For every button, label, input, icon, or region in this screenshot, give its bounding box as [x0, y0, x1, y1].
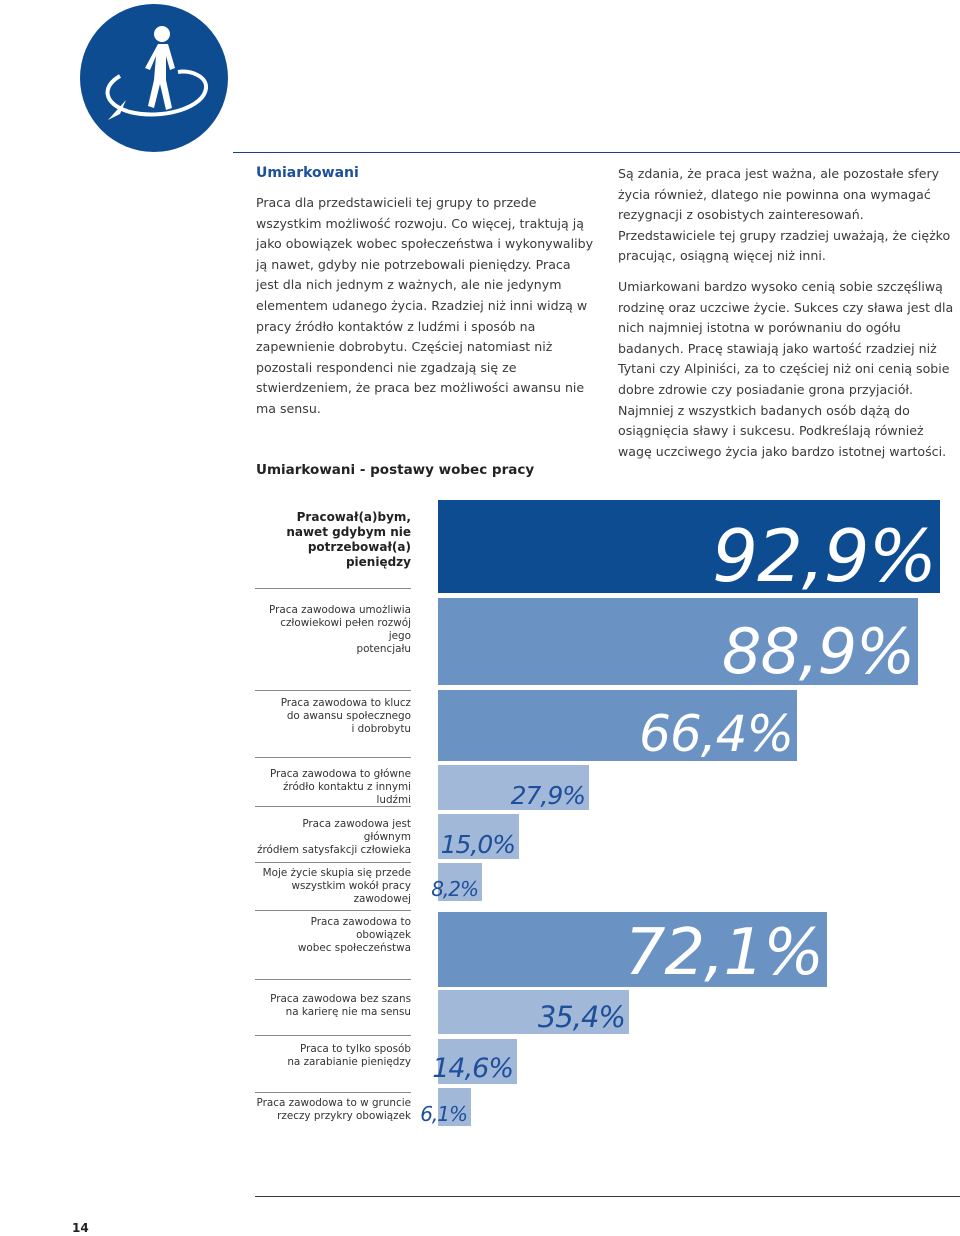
- bar-value-label-1: 92,9%: [712, 514, 936, 598]
- person-circling-icon: [80, 4, 228, 152]
- category-label-9: Praca to tylko sposób na zarabianie pieniędzy: [287, 1043, 411, 1068]
- bar-value-label-9: 14,6%: [432, 1053, 513, 1084]
- category-separator: [255, 1035, 411, 1036]
- bar-value-label-5: 15,0%: [440, 830, 515, 859]
- bar-value-label-3: 66,4%: [639, 705, 793, 763]
- left-paragraph: Praca dla przedstawicieli tej grupy to przede wszystkim możliwość rozwoju. Co więcej, traktują ją jako obowiązek wobec społeczeństwa i wykonywaliby ją nawet, gdyby nie potrzebowali pieniędzy. Praca jest dla nich jednym z ważnych, ale nie jedynym elementem udanego życia. Rzadziej niż inni widzą w pracy źródło kontaktów z ludźmi i sposób na zapewnienie dobrobytu. Częściej natomiast niż pozostali respondenci nie zgadzają się ze stwierdzeniem, że praca bez możliwości awansu nie ma sensu.: [256, 195, 594, 416]
- category-label-4: Praca zawodowa to główne źródło kontaktu z innymi ludźmi: [269, 768, 411, 806]
- bar-value-label-8: 35,4%: [537, 1000, 625, 1034]
- section-heading: Umiarkowani: [256, 165, 359, 181]
- top-rule: [233, 152, 960, 153]
- category-separator: [255, 588, 411, 589]
- chart-title: Umiarkowani - postawy wobec pracy: [256, 462, 535, 478]
- page-number: 14: [72, 1221, 89, 1235]
- category-label-1: Pracował(a)bym, nawet gdybym nie potrzebował(a) pieniędzy: [286, 510, 411, 569]
- category-separator: [255, 806, 411, 807]
- bar-value-label-2: 88,9%: [722, 615, 914, 688]
- bottom-rule: [255, 1196, 960, 1197]
- right-paragraph-1: Są zdania, że praca jest ważna, ale pozostałe sfery życia również, dlatego nie powinna ona wymagać rezygnacji z osobistych zainteresowań. Przedstawiciele tej grupy rzadziej uważają, że ciężko pracując, osiągną więcej niż inni.: [618, 166, 951, 264]
- category-separator: [255, 1092, 411, 1093]
- category-separator: [255, 979, 411, 980]
- bar-value-label-7: 72,1%: [624, 916, 823, 990]
- bar-value-label-10: 6,1%: [420, 1102, 467, 1126]
- left-text-column: [256, 193, 596, 420]
- bar-value-label-6: 8,2%: [431, 877, 478, 901]
- bar-value-label-4: 27,9%: [510, 781, 585, 810]
- category-label-8: Praca zawodowa bez szans na karierę nie ma sensu: [270, 993, 411, 1018]
- category-separator: [255, 690, 411, 691]
- category-label-7: Praca zawodowa to obowiązek wobec społeczeństwa: [297, 916, 411, 954]
- right-text-column: [618, 164, 960, 462]
- category-label-10: Praca zawodowa to w gruncie rzeczy przykry obowiązek: [256, 1097, 411, 1122]
- right-paragraph-2: Umiarkowani bardzo wysoko cenią sobie szczęśliwą rodzinę oraz uczciwe życie. Sukces czy sława jest dla nich najmniej istotna w porównaniu do ogółu badanych. Pracę stawiają jako wartość rzadziej niż Tytani czy Alpiniści, za to częściej niż oni cenią sobie dobre zdrowie czy posiadanie grona przyjaciół. Najmniej z wszystkich badanych osób dążą do osiągnięcia sławy i sukcesu. Podkreślają również wagę uczciwego życia jako bardzo istotnej wartości.: [618, 278, 954, 459]
- category-label-3: Praca zawodowa to klucz do awansu społecznego i dobrobytu: [280, 697, 411, 735]
- category-label-5: Praca zawodowa jest głównym źródłem satysfakcji człowieka: [257, 818, 411, 856]
- category-label-6: Moje życie skupia się przede wszystkim wokół pracy zawodowej: [262, 867, 411, 905]
- category-separator: [255, 910, 411, 911]
- category-separator: [255, 757, 411, 758]
- category-separator: [255, 862, 411, 863]
- category-label-2: Praca zawodowa umożliwia człowiekowi pełen rozwój jego potencjału: [269, 604, 411, 655]
